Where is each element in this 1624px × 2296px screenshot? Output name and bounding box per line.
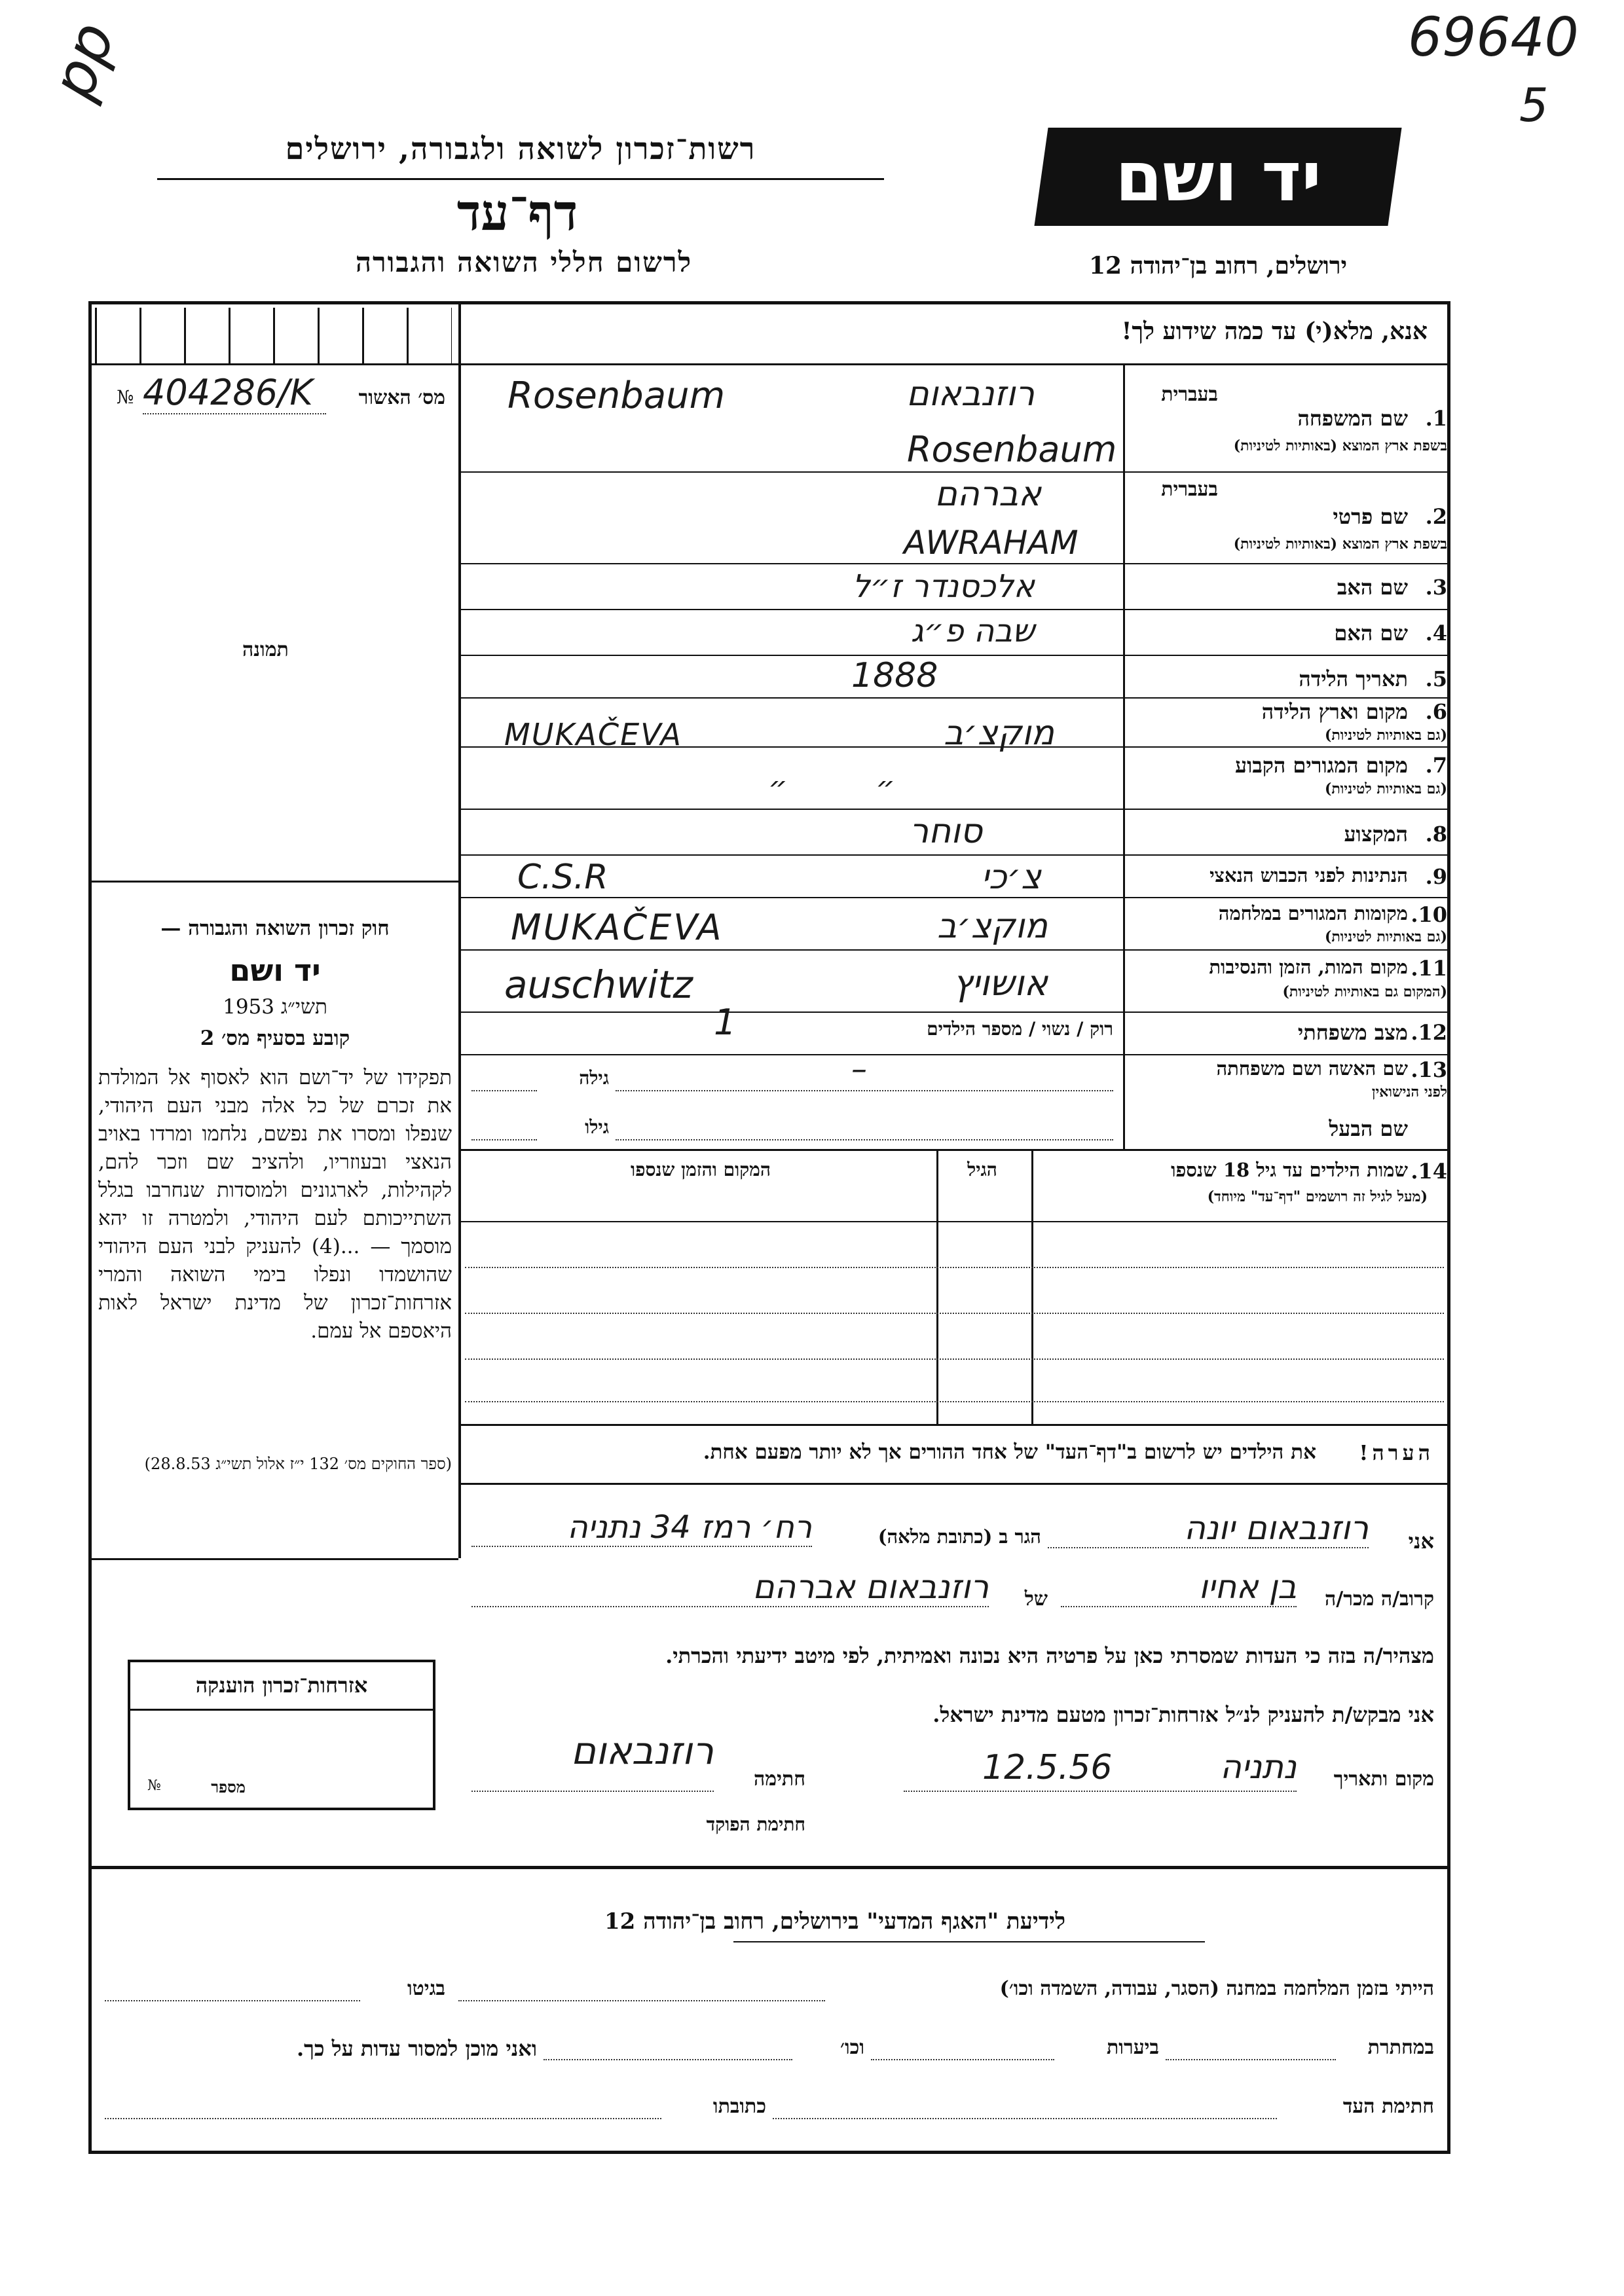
field-7-value[interactable]: ״ ״ <box>768 769 934 805</box>
field-13-line <box>616 1090 1113 1091</box>
handwritten-archive-number: 69640 <box>1408 7 1579 69</box>
field-3-value[interactable]: אלכסנדר ז״ל <box>852 568 1035 605</box>
children-col-divider <box>1031 1149 1033 1424</box>
field-6-num: 6. <box>1425 699 1447 724</box>
field-8-label: המקצוע <box>1344 822 1408 847</box>
row-rule <box>458 471 1450 473</box>
place-date-line <box>904 1791 1297 1792</box>
bottom-line3-dots-a <box>773 2118 1277 2119</box>
age-label-female: גילה <box>579 1067 609 1089</box>
top-request: אנא, מלא(י) עד כמה שידוע לך! <box>1121 318 1428 345</box>
children-bottom-rule <box>458 1424 1450 1426</box>
field-14-col-age: הגיל <box>967 1159 997 1180</box>
husband-line <box>616 1139 1113 1140</box>
field-9-value-latin[interactable]: C.S.R <box>517 858 608 897</box>
children-row-line <box>465 1358 1444 1360</box>
field-10-value-latin[interactable]: MUKAČEVA <box>511 907 724 948</box>
row-rule <box>458 655 1450 656</box>
approval-number-symbol: № <box>117 386 134 408</box>
field-10-num: 10. <box>1411 902 1447 927</box>
bottom-line3-b: כתובתו <box>712 2095 766 2118</box>
relative-label: קרוב/ה מכר/ה <box>1325 1588 1434 1611</box>
approval-number-value[interactable]: 404286/K <box>143 372 326 414</box>
field-13-label: שם האשה ושם משפחתה <box>1216 1057 1408 1080</box>
age-line-male <box>471 1139 537 1140</box>
field-2-num: 2. <box>1425 504 1447 529</box>
children-row-line <box>465 1401 1444 1402</box>
law-name: יד ושם <box>229 953 321 988</box>
bottom-line3-a: חתימת העד <box>1342 2095 1434 2118</box>
field-6-value-hebrew[interactable]: מוקצ׳ב <box>944 714 1054 753</box>
law-box-top-rule <box>92 881 458 883</box>
field-4-label: שם האם <box>1334 621 1408 646</box>
declarant-address-value[interactable]: רח׳ רמז 34 נתניה <box>471 1509 812 1547</box>
field-6-label: מקום וארץ הלידה <box>1261 699 1408 724</box>
field-1-label: שם המשפחה <box>1297 406 1408 431</box>
of-value[interactable]: רוזנבאום אברהם <box>471 1568 989 1607</box>
bottom-line2-dots-b <box>871 2059 1054 2060</box>
bottom-line2-a: במחתרת <box>1367 2036 1434 2059</box>
field-11-label: מקום המות, הזמן והנסיבות <box>1209 956 1408 978</box>
age-label-male: גילו <box>585 1116 609 1138</box>
official-signature-label: חתימת הפוקד <box>706 1813 805 1835</box>
field-1-num: 1. <box>1425 406 1447 431</box>
field-12-num: 12. <box>1411 1020 1447 1045</box>
approval-number-label: מס׳ האשור <box>358 386 445 409</box>
children-row-line <box>465 1313 1444 1314</box>
citizenship-number-symbol: № <box>147 1777 161 1794</box>
field-14-num: 14. <box>1411 1159 1447 1184</box>
bottom-line1-b: בגיטו <box>407 1977 445 2000</box>
relation-value[interactable]: בן אחיו <box>1061 1568 1297 1607</box>
field-2-label: שם פרטי <box>1333 504 1408 529</box>
field-11-num: 11. <box>1411 956 1447 981</box>
bottom-line1-dots-b <box>105 2000 360 2001</box>
field-6-sub: (גם באותיות לטיניות) <box>1324 727 1447 744</box>
bottom-line2-c: וכו׳ <box>840 2036 864 2059</box>
children-col-divider <box>936 1149 938 1424</box>
place-value[interactable]: נתניה <box>1220 1748 1297 1786</box>
field-14-label: שמות הילדים עד גיל 18 שנספו <box>1171 1159 1408 1181</box>
field-12-label: מצב משפחתי <box>1297 1020 1408 1045</box>
bottom-line2-dots-a <box>1166 2059 1336 2060</box>
law-title: חוק זכרון השואה והגבורה — <box>160 917 390 940</box>
info-title-rule <box>733 1941 1205 1942</box>
form-title: דף־עד <box>456 183 578 242</box>
note-text: את הילדים יש לרשום ב"דף־העד" של אחד ההורים אך לא יותר מפעם אחת. <box>703 1440 1316 1464</box>
row-rule <box>458 609 1450 610</box>
field-6-value-latin[interactable]: MUKAČEVA <box>504 717 682 752</box>
row-rule <box>458 809 1450 810</box>
note-label: הערה! <box>1359 1440 1434 1465</box>
field-13-value[interactable]: – <box>851 1051 867 1087</box>
field-9-value-hebrew[interactable]: צ׳כי <box>981 858 1041 897</box>
hebrew-tag-1: בעברית <box>1161 383 1218 406</box>
of-label: של <box>1024 1588 1048 1611</box>
field-14-col-place: המקום והזמן שנספו <box>631 1159 771 1180</box>
row-rule <box>458 854 1450 856</box>
husband-label: שם הבעל <box>1329 1116 1408 1141</box>
children-row-line <box>465 1267 1444 1268</box>
field-2-sub: בשפת ארץ המוצא (באותיות לטיניות) <box>1233 536 1447 553</box>
field-10-label: מקומות המגורים במלחמה <box>1218 902 1408 924</box>
field-13-num: 13. <box>1411 1057 1447 1082</box>
field-7-num: 7. <box>1425 753 1447 778</box>
bottom-section-rule <box>88 1866 1450 1869</box>
hebrew-tag-2: בעברית <box>1161 478 1218 501</box>
law-clause: קובע בסעיף מס׳ 2 <box>200 1027 350 1050</box>
declarant-name-value[interactable]: רוזנבאום יונה <box>1048 1509 1369 1548</box>
form-subtitle: לרשום חללי השואה והגבורה <box>355 246 693 278</box>
note-bottom-rule <box>458 1483 1450 1485</box>
label-column-divider <box>1123 363 1125 1149</box>
field-10-sub: (גם באותיות לטיניות) <box>1324 928 1447 945</box>
bottom-line2-b: ביערות <box>1106 2036 1159 2059</box>
field-1-value-latin-a[interactable]: Rosenbaum <box>507 374 726 417</box>
signature-label: חתימה <box>754 1768 805 1791</box>
field-9-num: 9. <box>1425 864 1447 889</box>
field-5-num: 5. <box>1425 666 1447 691</box>
left-column-divider <box>458 301 461 1558</box>
row-rule <box>458 1011 1450 1013</box>
yad-vashem-logo <box>1034 128 1401 226</box>
field-1-value-hebrew[interactable]: רוזנבאום <box>906 374 1035 414</box>
field-8-value[interactable]: סוחר <box>909 812 982 851</box>
field-12-children[interactable]: 1 <box>714 1002 737 1043</box>
left-column-bottom-rule <box>92 1558 458 1560</box>
citizenship-number-label: מספר <box>211 1777 246 1796</box>
request-text: אני מבקש/ת להעניק לנ״ל אזרחות־זכרון מטעם מדינת ישראל. <box>932 1702 1434 1727</box>
row-rule <box>458 1149 1450 1151</box>
field-7-label: מקום המגורים הקבוע <box>1235 753 1408 778</box>
field-13-sub: לפני הנישואין <box>1371 1084 1447 1101</box>
declarant-address-label: הגר ב (כתובת מלאה) <box>877 1525 1041 1548</box>
field-11-value-latin[interactable]: auschwitz <box>504 962 693 1007</box>
bottom-line2-dots-c <box>544 2059 792 2060</box>
field-3-num: 3. <box>1425 575 1447 600</box>
photo-label: תמונה <box>242 638 289 661</box>
signature-line <box>471 1791 714 1792</box>
age-line-female <box>471 1090 537 1091</box>
row-rule <box>458 697 1450 699</box>
declaration-text: מצהיר/ה בזה כי העדות שמסרתי כאן על פרטיה היא נכונה ואמיתית, לפי מיטב ידיעתי והכרתי. <box>665 1643 1434 1668</box>
code-boxes-rule <box>92 363 458 365</box>
field-8-num: 8. <box>1425 822 1447 847</box>
field-2-value-latin[interactable]: AWRAHAM <box>904 524 1079 562</box>
law-reference: (ספר החוקים מס׳ 132 י״ז אלול תשי״ג 28.8.53) <box>144 1455 452 1473</box>
field-2-value-hebrew[interactable]: אברהם <box>934 475 1041 514</box>
declarant-i-label: אני <box>1408 1529 1434 1554</box>
info-title: לידיעת "האגף המדעי" בירושלים, רחוב בן־יהודה 12 <box>604 1908 1065 1935</box>
field-7-sub: (גם באותיות לטיניות) <box>1324 780 1447 797</box>
children-header-rule <box>458 1221 1450 1222</box>
field-11-value-hebrew[interactable]: אושויץ <box>953 962 1048 1004</box>
header-address: ירושלים, רחוב בן־יהודה 12 <box>1088 252 1348 280</box>
field-3-label: שם האב <box>1337 575 1408 600</box>
citizenship-title: אזרחות־זכרון הוענקה <box>195 1673 368 1698</box>
field-9-label: הנתינות לפני הכבוש הנאצי <box>1209 864 1408 886</box>
field-11-sub: (המקום גם באותיות לטיניות) <box>1282 983 1447 1000</box>
logo-text: יד ושם <box>1115 137 1321 217</box>
field-10-value-hebrew[interactable]: מוקצ׳ב <box>937 907 1048 946</box>
top-request-divider <box>458 363 1450 365</box>
field-5-value[interactable]: 1888 <box>851 656 938 695</box>
field-4-num: 4. <box>1425 621 1447 646</box>
row-rule <box>458 1054 1450 1055</box>
row-rule <box>458 949 1450 951</box>
law-year: תשי״ג 1953 <box>223 995 327 1019</box>
date-value[interactable]: 12.5.56 <box>982 1748 1113 1787</box>
field-5-label: תאריך הלידה <box>1299 666 1408 691</box>
bottom-line3-dots-b <box>105 2118 661 2119</box>
header-rule <box>157 178 884 180</box>
code-boxes <box>95 308 452 363</box>
field-14-sub: (מעל לגיל זה רושמים "דף־עד" מיוחד) <box>1207 1188 1428 1205</box>
field-1-value-latin-b[interactable]: Rosenbaum <box>907 429 1117 470</box>
field-4-value[interactable]: שבה פ״ג <box>910 613 1035 649</box>
signature-value[interactable]: רוזנבאום <box>570 1728 714 1773</box>
row-rule <box>458 563 1450 564</box>
handwritten-corner-mark-left: pp <box>38 13 129 108</box>
citizenship-box-title-rule <box>128 1709 435 1711</box>
place-date-label: מקום ותאריך <box>1333 1768 1434 1791</box>
field-1-sub: בשפת ארץ המוצא (באותיות לטיניות) <box>1233 437 1447 454</box>
bottom-line2-d: ואני מוכן למסור עדות על כך. <box>296 2036 537 2061</box>
bottom-line1-a: הייתי בזמן המלחמה במחנה (הסגר, עבודה, השמדה וכו׳) <box>999 1977 1434 2000</box>
handwritten-archive-sub: 5 <box>1519 79 1549 132</box>
bottom-line1-dots-a <box>458 2000 825 2001</box>
field-12-options: רוק / נשוי / מספר הילדים <box>927 1018 1113 1040</box>
law-text: תפקידו של יד־ושם הוא לאסוף אל המולדת את זכרם של כל אלה מבני העם היהודי, שנפלו ומסרו את נפשם, נלחמו ומרדו באויב הנאצי ובעוזריו, ולהציב שם וזכר להם, לקהילות, לארגונים ולמוסדות שנחרבו בגלל השתייכותם לעם היהודי, ולמטרה זו יהא מוסמך — ...(4) להעניק לבני העם היהודי שהושמדו ונפלו בימי השואה והמרי אזרחות־זכרון של מדינת ישראל לאות היאספם אל עמם. <box>98 1066 452 1343</box>
row-rule <box>458 897 1450 898</box>
authority-title: רשות־זכרון לשואה ולגבורה, ירושלים <box>285 131 756 166</box>
